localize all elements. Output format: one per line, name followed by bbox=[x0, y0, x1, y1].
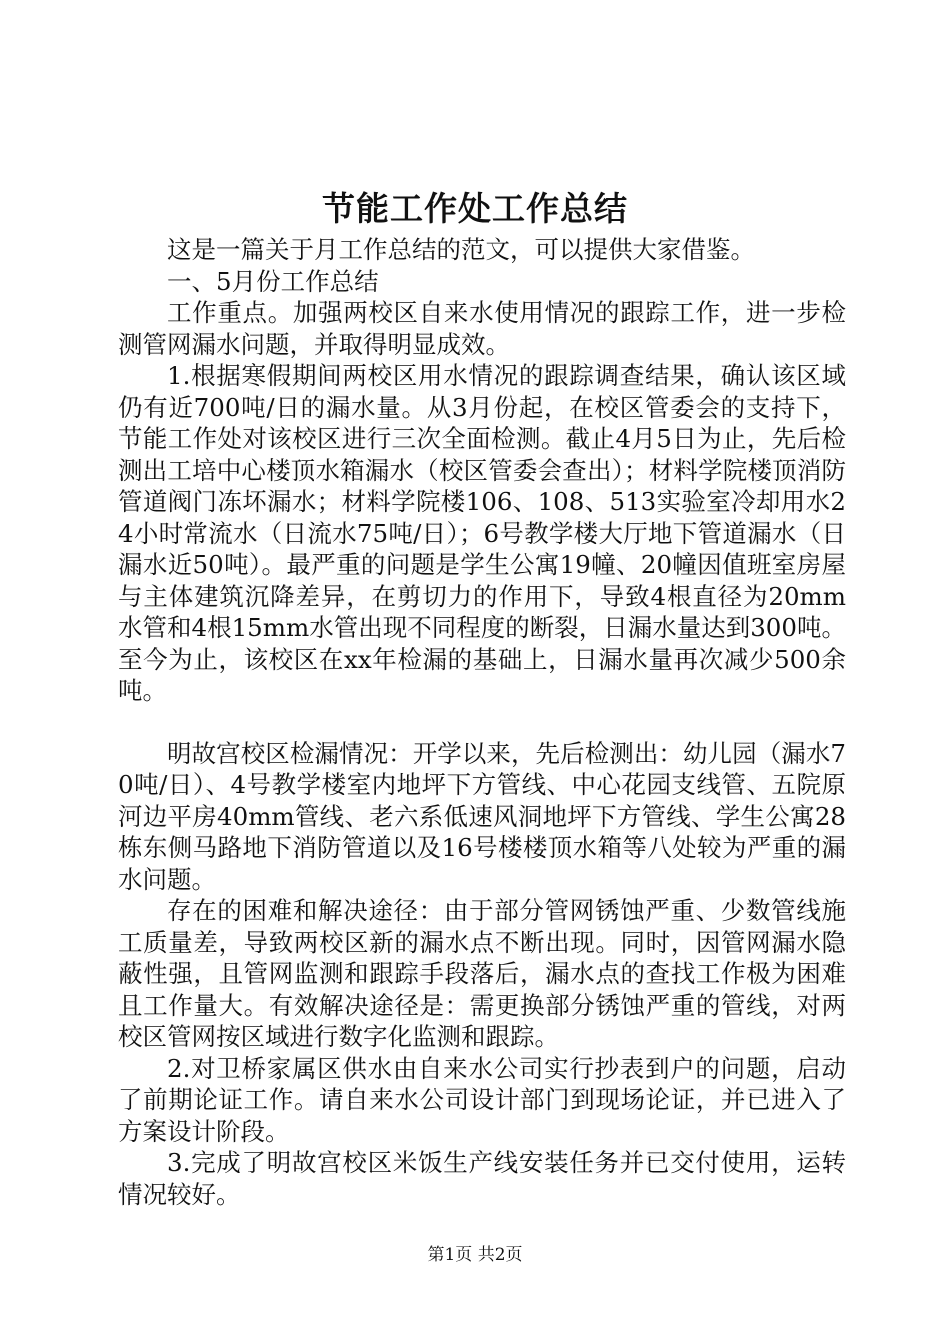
paragraph-item-1: 1.根据寒假期间两校区用水情况的跟踪调查结果，确认该区域仍有近700吨/日的漏水量。从3月份起，在校区管委会的支持下，节能工作处对该校区进行三次全面检测。截止4月5日为止，先后检测出工培中心楼顶水箱漏水（校区管委会查出）；材料学院楼顶消防管道阀门冻坏漏水；材料学院楼106、108、513实验室冷却用水24小时常流水（日流水75吨/日）；6号教学楼大厅地下管道漏水（日漏水近50吨）。最严重的问题是学生公寓19幢、20幢因值班室房屋与主体建筑沉降差异，在剪切力的作用下，导致4根直径为20mm水管和4根15mm水管出现不同程度的断裂，日漏水量达到300吨。至今为止，该校区在xx年检漏的基础上，日漏水量再次减少500余吨。 bbox=[118, 361, 846, 705]
section-heading: 一、5月份工作总结 bbox=[167, 266, 379, 296]
paragraph-mgg-campus: 明故宫校区检漏情况：开学以来，先后检测出：幼儿园（漏水70吨/日）、4号教学楼室内地坪下方管线、中心花园支线管、五院原河边平房40mm管线、老六系低速风洞地坪下方管线、学生公寓28栋东侧马路地下消防管道以及16号楼楼顶水箱等八处较为严重的漏水问题。 bbox=[118, 738, 846, 894]
paragraph-item-2: 2.对卫桥家属区供水由自来水公司实行抄表到户的问题，启动了前期论证工作。请自来水公司设计部门到现场论证，并已进入了方案设计阶段。 bbox=[118, 1053, 846, 1146]
document-body bbox=[118, 234, 846, 1210]
paragraph-focus: 工作重点。加强两校区自来水使用情况的跟踪工作，进一步检测管网漏水问题，并取得明显成效。 bbox=[118, 298, 846, 359]
paragraph-item-3: 3.完成了明故宫校区米饭生产线安装任务并已交付使用，运转情况较好。 bbox=[118, 1148, 846, 1209]
page-number: 第1页 共2页 bbox=[427, 1245, 523, 1265]
document-title: 节能工作处工作总结 bbox=[322, 189, 628, 228]
paragraph-intro: 这是一篇关于月工作总结的范文，可以提供大家借鉴。 bbox=[167, 235, 755, 264]
paragraph-difficulties: 存在的困难和解决途径：由于部分管网锈蚀严重、少数管线施工质量差，导致两校区新的漏水点不断出现。同时，因管网漏水隐蔽性强，且管网监测和跟踪手段落后，漏水点的查找工作极为困难且工作量大。有效解决途径是：需更换部分锈蚀严重的管线，对两校区管网按区域进行数字化监测和跟踪。 bbox=[118, 896, 846, 1051]
